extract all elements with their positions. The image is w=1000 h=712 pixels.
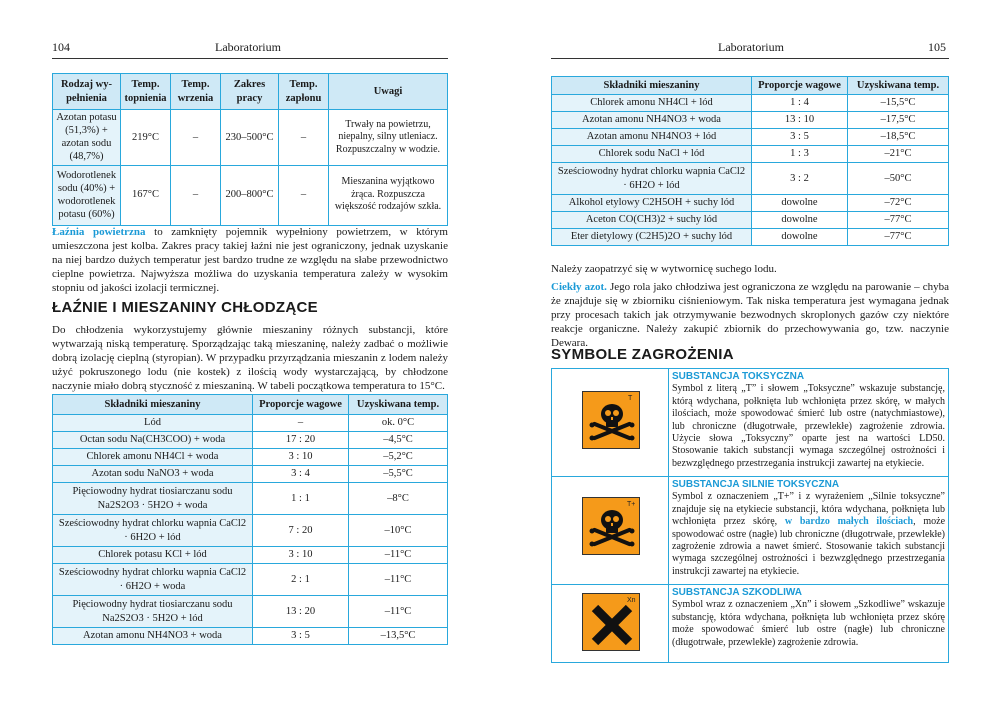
hazard-code: T+ [627, 501, 636, 508]
table-cell: dowolne [752, 229, 848, 246]
table-header: Temp. wrzenia [171, 74, 221, 110]
table-cell: –11°C [349, 564, 448, 596]
hazard-text: Symbol wraz z oznaczeniem „Xn” i słowem „Szkodliwe” wskazuje substancję, która wdychana, połknięta lub wchłonięta przez skórę może spowodować śmierć lub ostre (nagłe) lub chroniczne (długotrwałe, przewlekłe) zagrożenie zdrowia. [672, 599, 945, 648]
table-cell: 219°C [121, 110, 171, 166]
table-row [552, 129, 949, 146]
hazard-title: SUBSTANCJA SILNIE TOKSYCZNA [672, 479, 840, 490]
table-cell: Chlorek potasu KCl + lód [53, 547, 253, 564]
table-header: Uzyskiwana temp. [349, 395, 448, 415]
table-row [552, 163, 949, 195]
table-row [552, 212, 949, 229]
table-header: Składniki mieszaniny [53, 395, 253, 415]
table-cell: –77°C [848, 212, 949, 229]
cooling-paragraph: Do chłodzenia wykorzystujemy głównie mieszaniny różnych substancji, które wytwarzają niską temperaturę. Sporządzając taką mieszaninę, należy zadbać o możliwie dobrą izolację cieplną (styropian). W przypadku przyrządzania mieszanin z lodem należy użyć pokruszonego lodu (nie kostek) z ilością wody wystarczającą, by chłodzone naczynie miało dobrą styczność z mieszaniną. W tabeli początkowa temperatura to 15°C. [52, 324, 448, 392]
table-cell: Azotan potasu (51,3%) + azotan sodu (48,7%) [53, 110, 121, 166]
section-heading: SYMBOLE ZAGROŻENIA [551, 346, 734, 363]
table-cell: Octan sodu Na(CH3COO) + woda [53, 432, 253, 449]
table-cell: –8°C [349, 483, 448, 515]
table-cell: –11°C [349, 547, 448, 564]
hazard-title: SUBSTANCJA SZKODLIWA [672, 587, 802, 598]
hazard-text: Symbol z literą „T” i słowem „Toksyczne” wskazuje substancję, którą wdychana, połknięta lub wchłonięta przez skórę, w małych ilościach, może spowodować śmierć lub ostre (natychmiastowe), lub chroniczne (długotrwałe, przewlekłe) zagrożenie zdrowia. Użycie słowa „Toksyczny” oparte jest na wartości LD50. Stosowanie takich substancji wymaga szczególnej ostrożności i bezwzględnego przestrzegania instrukcji zawartej na etykiecie. [672, 383, 945, 469]
table-header: Składniki mieszaniny [552, 77, 752, 95]
table-cell: 230–500°C [221, 110, 279, 166]
table-header: Zakres pracy [221, 74, 279, 110]
hazard-symbols-table [551, 368, 949, 663]
table-header: Uwagi [329, 74, 448, 110]
table-cell: –18,5°C [848, 129, 949, 146]
table-cell: Chlorek amonu NH4Cl + woda [53, 449, 253, 466]
table-cell: 3 : 4 [253, 466, 349, 483]
table-cell: 167°C [121, 165, 171, 225]
table-cell: – [279, 110, 329, 166]
table-row [552, 112, 949, 129]
hazard-image-cell [552, 477, 669, 585]
cooling-mixtures-table [52, 394, 448, 645]
table-cell: Chlorek sodu NaCl + lód [552, 146, 752, 163]
air-bath-paragraph [52, 225, 448, 295]
table-cell: Azotan amonu NH4NO3 + woda [53, 628, 253, 645]
table-row [53, 415, 448, 432]
table-row [53, 466, 448, 483]
table-cell: Mieszanina wyjątkowo żrąca. Rozpuszcza większość rodzajów szkła. [329, 165, 448, 225]
hazard-image-cell [552, 369, 669, 477]
table-row [53, 449, 448, 466]
table-cell: dowolne [752, 212, 848, 229]
table-cell: –21°C [848, 146, 949, 163]
table-cell: Azotan amonu NH4NO3 + woda [552, 112, 752, 129]
cooling-mixtures-table-continued [551, 76, 949, 246]
table-cell: 200–800°C [221, 165, 279, 225]
bath-media-table [52, 73, 448, 226]
table-cell: –10°C [349, 515, 448, 547]
table-cell: 13 : 10 [752, 112, 848, 129]
table-cell: Azotan sodu NaNO3 + woda [53, 466, 253, 483]
liquid-nitrogen-paragraph [551, 280, 949, 350]
table-body [53, 415, 448, 645]
table-row [53, 547, 448, 564]
table-cell: 3 : 2 [752, 163, 848, 195]
hazard-description [669, 477, 949, 585]
hazard-description [669, 369, 949, 477]
table-cell: 17 : 20 [253, 432, 349, 449]
table-cell: –5,5°C [349, 466, 448, 483]
page-number: 105 [928, 40, 946, 54]
table-cell: Trwały na powietrzu, niepalny, silny utleniacz. Rozpuszczalny w wodzie. [329, 110, 448, 166]
table-row [53, 110, 448, 166]
table-row [53, 564, 448, 596]
hazard-title: SUBSTANCJA TOKSYCZNA [672, 371, 805, 382]
table-row [552, 195, 949, 212]
table-cell: – [279, 165, 329, 225]
table-body [552, 95, 949, 246]
table-cell: –50°C [848, 163, 949, 195]
table-cell: 3 : 5 [253, 628, 349, 645]
table-cell: Chlorek amonu NH4Cl + lód [552, 95, 752, 112]
table-cell: Sześciowodny hydrat chlorku wapnia CaCl2 · 6H2O + woda [53, 564, 253, 596]
table-header: Rodzaj wy- pełnienia [53, 74, 121, 110]
table-header: Uzyskiwana temp. [848, 77, 949, 95]
table-cell: Lód [53, 415, 253, 432]
table-cell: –4,5°C [349, 432, 448, 449]
paragraph-lead: Ciekły azot. [551, 281, 607, 293]
paragraph-body: Jego rola jako chłodziwa jest ograniczona ze względu na parowanie – chyba że znajduje się w zbiorniku ciśnieniowym. Tak niska temperatura jest wymagana jednak przy procesach takich jak otrzymywanie bezwodnych skroplonych gazów czy niektóre reakcje organiczne. Należy zakupić zbiornik do przechowywania go, tzw. naczynie Dewara. [551, 281, 950, 349]
table-cell: 3 : 10 [253, 547, 349, 564]
hazard-text [672, 491, 945, 578]
table-cell: 13 : 20 [253, 596, 349, 628]
table-row [53, 628, 448, 645]
header-rule [52, 58, 448, 59]
saint-andrews-cross-icon [582, 593, 640, 651]
hazard-code: Xn [627, 597, 636, 604]
table-row [552, 95, 949, 112]
table-header: Proporcje wagowe [752, 77, 848, 95]
table-cell: 1 : 3 [752, 146, 848, 163]
table-header: Temp. topnienia [121, 74, 171, 110]
table-header: Proporcje wagowe [253, 395, 349, 415]
table-cell: –17,5°C [848, 112, 949, 129]
table-cell: Pięciowodny hydrat tiosiarczanu sodu Na2S2O3 · 5H2O + lód [53, 596, 253, 628]
hazard-text-part: Symbol z oznaczeniem „T+” i z wyrażeniem „Silnie toksyczne” znajduje się na etykiecie substancji, która wdychana, połknięta lub wchłonięta przez skórę, [672, 491, 945, 528]
table-cell: –72°C [848, 195, 949, 212]
table-row [53, 515, 448, 547]
table-cell: 7 : 20 [253, 515, 349, 547]
hazard-row [552, 369, 949, 477]
hazard-row [552, 585, 949, 663]
table-cell: Alkohol etylowy C2H5OH + suchy lód [552, 195, 752, 212]
running-head: Laboratorium [215, 40, 281, 54]
table-cell: 2 : 1 [253, 564, 349, 596]
table-cell: ok. 0°C [349, 415, 448, 432]
table-cell: 1 : 1 [253, 483, 349, 515]
table-cell: Sześciowodny hydrat chlorku wapnia CaCl2 · 6H2O + lód [552, 163, 752, 195]
table-row [552, 229, 949, 246]
page-number: 104 [52, 40, 70, 54]
table-cell: – [171, 110, 221, 166]
table-cell: Azotan amonu NH4NO3 + lód [552, 129, 752, 146]
hazard-code: T [628, 395, 633, 402]
hazard-text-part: , może spowodować ostre (nagłe) lub chroniczne (długotrwałe, przewlekłe) zagrożenie zdrowia a nawet śmierć. Stosowanie takich substancji wymaga szczególnej ostrożności i bezwzględnego przestrzegania instrukcji zawartej na etykiecie. [672, 516, 946, 577]
table-row [53, 165, 448, 225]
table-row [53, 432, 448, 449]
table-cell: –15,5°C [848, 95, 949, 112]
hazard-description [669, 585, 949, 663]
table-cell: Pięciowodny hydrat tiosiarczanu sodu Na2S2O3 · 5H2O + woda [53, 483, 253, 515]
table-cell: Sześciowodny hydrat chlorku wapnia CaCl2 · 6H2O + lód [53, 515, 253, 547]
table-cell: 1 : 4 [752, 95, 848, 112]
header-rule [551, 58, 949, 59]
table-cell: Eter dietylowy (C2H5)2O + suchy lód [552, 229, 752, 246]
running-head: Laboratorium [718, 40, 784, 54]
paragraph-body: to zamknięty pojemnik wypełniony powietrzem, w którym umieszczona jest kolba. Zakres pracy takiej łaźni nie jest ograniczony, jednak uzyskanie na niej bardzo dużych temperatur jest bardzo trudne ze względu na słabe przewodnictwo cieplne powietrza. Najwyższa możliwa do uzyskania temperatura zależy w wysokim stopniu od jakości izolacji termicznej. [52, 226, 448, 294]
table-cell: 3 : 5 [752, 129, 848, 146]
hazard-text-highlight: w bardzo małych ilościach [784, 516, 914, 528]
section-heading: ŁAŹNIE I MIESZANINY CHŁODZĄCE [52, 299, 318, 316]
dry-ice-paragraph: Należy zaopatrzyć się w wytwornicę suchego lodu. [551, 263, 777, 275]
table-cell: – [171, 165, 221, 225]
table-cell: dowolne [752, 195, 848, 212]
skull-crossbones-icon [582, 497, 640, 555]
table-cell: –5,2°C [349, 449, 448, 466]
table-cell: – [253, 415, 349, 432]
hazard-image-cell [552, 585, 669, 663]
table-cell: 3 : 10 [253, 449, 349, 466]
table-cell: Aceton CO(CH3)2 + suchy lód [552, 212, 752, 229]
skull-crossbones-icon [582, 391, 640, 449]
table-cell: –77°C [848, 229, 949, 246]
table-row [53, 483, 448, 515]
table-cell: –13,5°C [349, 628, 448, 645]
table-row [552, 146, 949, 163]
table-cell: –11°C [349, 596, 448, 628]
table-row [53, 596, 448, 628]
table-cell: Wodorotlenek sodu (40%) + wodorotlenek potasu (60%) [53, 165, 121, 225]
table-header: Temp. zapłonu [279, 74, 329, 110]
hazard-row [552, 477, 949, 585]
paragraph-lead: Łaźnia powietrzna [52, 226, 146, 238]
